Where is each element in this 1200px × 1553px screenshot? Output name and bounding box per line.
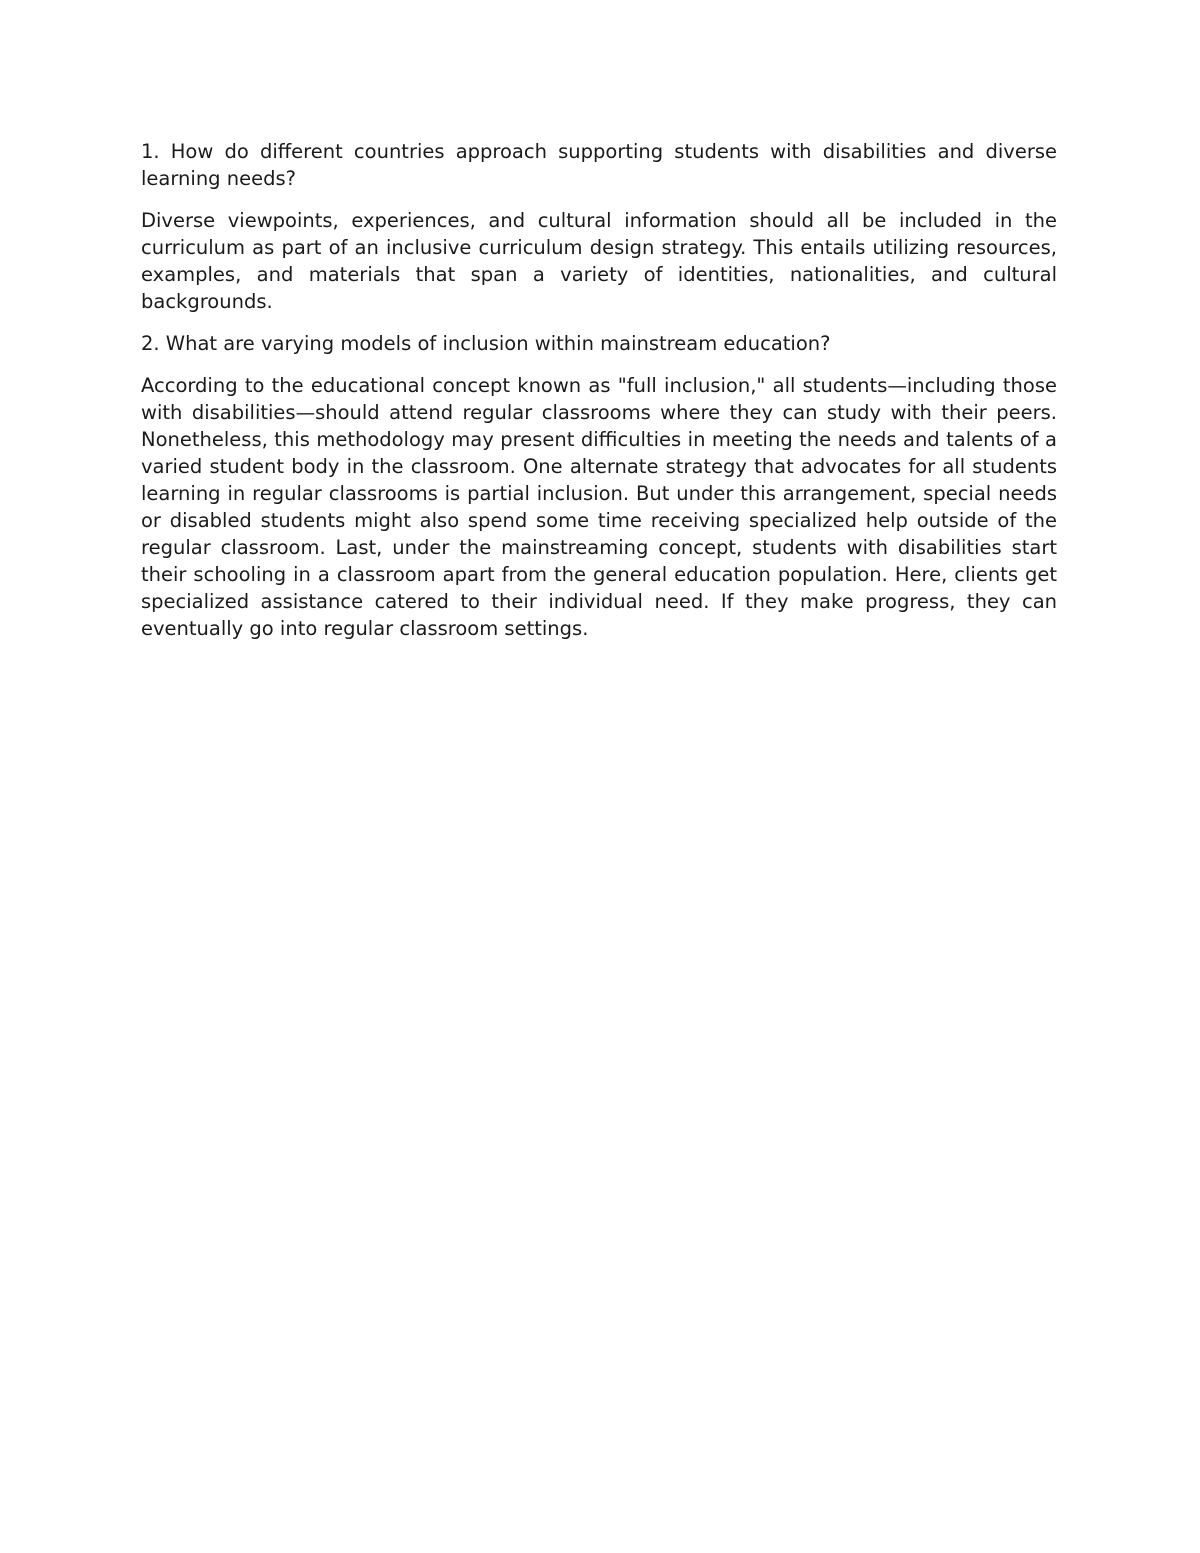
- answer-1: Diverse viewpoints, experiences, and cultural information should all be included in the curriculum as part of an inclusive curriculum design strategy. This entails utilizing resources, examples, and materials that span a variety of identities, nationalities, and cultural backgrounds.: [141, 209, 1057, 313]
- question-1: 1. How do different countries approach supporting students with disabilities and diverse learning needs?: [141, 140, 1057, 190]
- question-2: 2. What are varying models of inclusion within mainstream education?: [141, 332, 831, 355]
- document-page: [141, 138, 1057, 657]
- answer-2: According to the educational concept known as "full inclusion," all students—including those with disabilities—should attend regular classrooms where they can study with their peers. Nonetheless, this methodology may present difficulties in meeting the needs and talents of a varied student body in the classroom. One alternate strategy that advocates for all students learning in regular classrooms is partial inclusion. But under this arrangement, special needs or disabled students might also spend some time receiving specialized help outside of the regular classroom. Last, under the mainstreaming concept, students with disabilities start their schooling in a classroom apart from the general education population. Here, clients get specialized assistance catered to their individual need. If they make progress, they can eventually go into regular classroom settings.: [141, 374, 1057, 640]
